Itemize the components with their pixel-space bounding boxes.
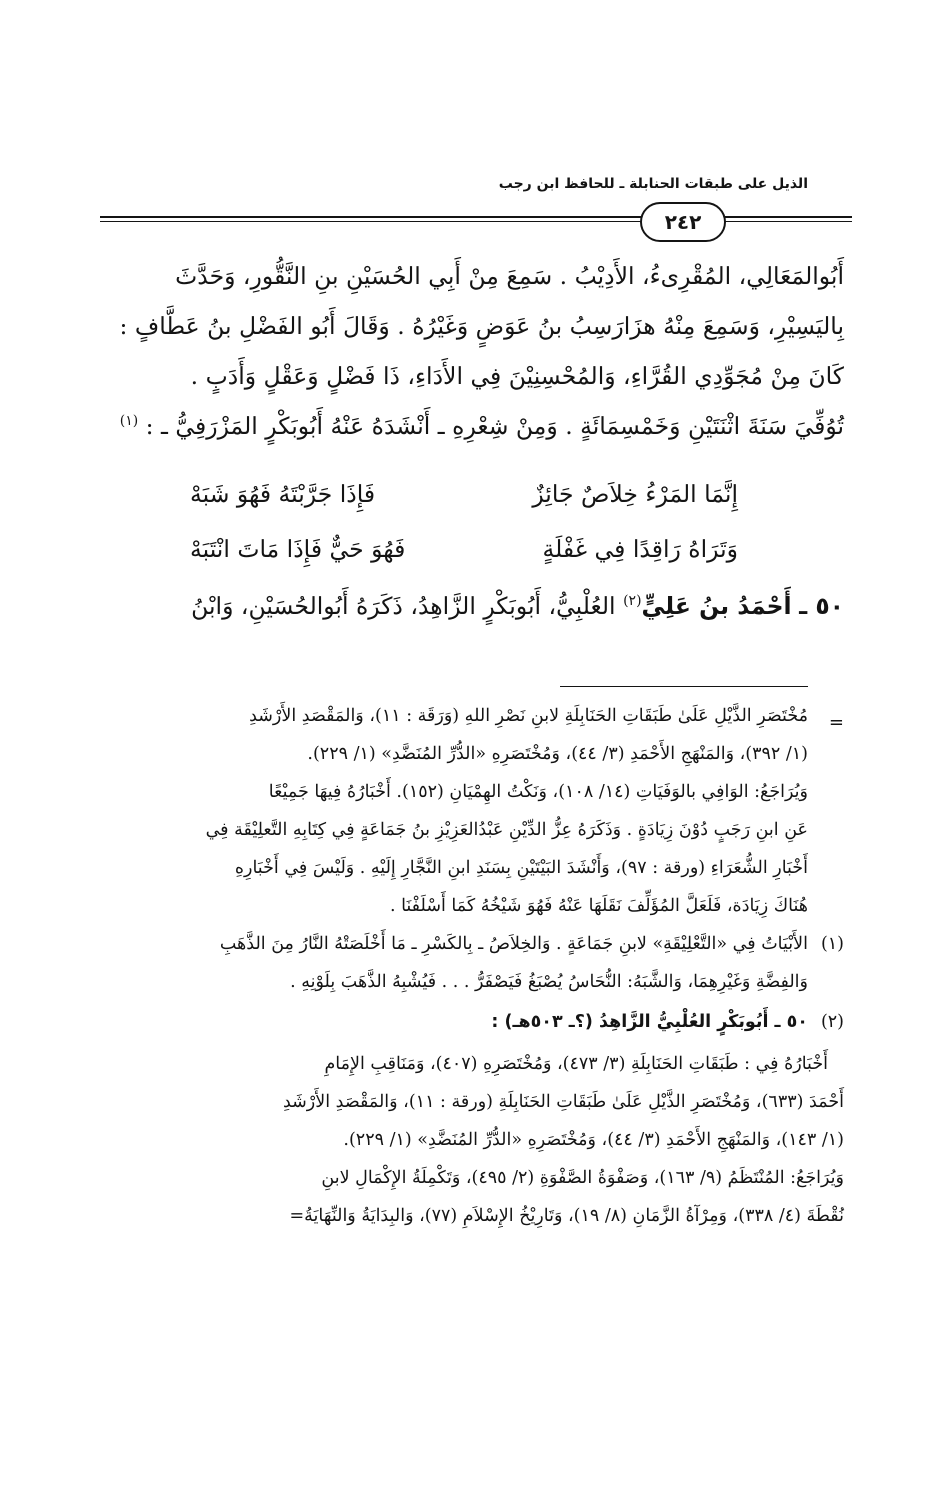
footnote-1-label: (١) [820, 934, 844, 954]
entry-text: العُلْبِيُّ، أَبُوبَكْرٍ الزَّاهِدُ، ذَكَرَهُ أَبُوالحُسَيْنِ، وَابْنُ [191, 592, 616, 620]
footnote-line: عَنِ ابنِ رَجَبٍ دُوْنَ زِيَادَةٍ . وَذَكَرَهُ عِزُّ الدِّيْنِ عَبْدُالعَزِيْزِ بنُ جَمَاعَةٍ فِي كِتَابِهِ التَّعلِيْقَة فِي [205, 820, 808, 840]
body-line: بِاليَسِيْرِ، وَسَمِعَ مِنْهُ هزَارَسِبُ بنُ عَوَضٍ وَغَيْرُهُ . وَقَالَ أَبُو الفَضْلِ بنُ عَطَّافٍ : [119, 312, 844, 340]
footnote-line: وَيُرَاجَعُ: المُنْتَظَمُ (٩/ ١٦٣)، وَصَفْوَةُ الصَّفْوَةِ (٢/ ٤٩٥)، وَتَكْمِلَةُ الإِكْمَالِ لابنِ [321, 1168, 844, 1188]
header-rule-thin [100, 221, 852, 222]
body-line-text: تُوُفِّيَ سَنَةَ اثْنَتَيْنِ وَخَمْسِمَائَةٍ . وَمِنْ شِعْرِهِ ـ أَنْشَدَهُ عَنْهُ أَبُوبَكْرٍ المَزْرَفِيُّ ـ : [145, 412, 844, 440]
header-rule-thick [100, 216, 852, 218]
footnote-separator [560, 686, 808, 687]
verse-hemistich-first: وَتَرَاهُ رَاقِدًا فِي غَفْلَةٍ [542, 535, 738, 563]
body-line [98, 412, 844, 440]
footnote-line: وَيُرَاجَعُ: الوَافِي بالوَفَيَاتِ (١٤/ ١٠٨)، وَنَكْتُ الهِمْيَانِ (١٥٢). أَخْبَارُهُ فِيهَا جَمِيْعًا [268, 782, 808, 802]
footnote-ref: (١) [119, 413, 139, 430]
footnote-line: الأَبْيَاتُ فِي «التَّعْلِيْقَةِ» لابنِ جَمَاعَةٍ . وَالخِلاَصُ ـ بِالكَسْرِ ـ مَا أَخْلَصَتْهُ النَّارُ مِنَ الذَّهَبِ [219, 934, 808, 954]
entry-heading-line [98, 592, 844, 620]
entry-number: ٥٠ ـ [799, 592, 844, 620]
running-title: الذيل على طبقات الحنابلة ـ للحافظ ابن رجب [498, 176, 808, 192]
footnote-ref: (٢) [623, 593, 642, 610]
footnote-line: أَخْبَارِ الشُّعَرَاءِ (ورقة : ٩٧)، وَأَنْشَدَ البَيْتَيْنِ بِسَنَدِ ابنِ النَّجَّارِ إِلَيْهِ . وَلَيْسَ فِي أَخْبَارِهِ [234, 858, 808, 878]
footnote-line: هُنَاكَ زِيَادَة، فَلَعَلَّ المُؤَلِّفَ نَقَلَهَا عَنْهُ فَهُوَ شَيْخُهُ كَمَا أَسْلَفْنَا . [389, 896, 808, 916]
footnote-line: نُقْطَةَ (٤/ ٣٣٨)، وَمِرْآةُ الزَّمَانِ (٨/ ١٩)، وَتَارِيْخُ الإِسْلاَمِ (٧٧)، وَالبِدَايَةُ وَالنِّهَايَةُ= [289, 1206, 844, 1226]
footnote-heading: ٥٠ ـ أَبُوبَكْرٍ العُلْبِيُّ الزَّاهِدُ (؟ـ ٥٠٣هـ) : [491, 1012, 808, 1032]
footnote-line: مُخْتَصَرِ الذَّيْلِ عَلَىٰ طَبَقَاتِ الحَنَابِلَةِ لابنِ نَصْرِ اللهِ (وَرَقَة : ١١)، وَالمَقْصَدِ الأَرْشَدِ [249, 706, 808, 726]
verse-hemistich-second: فَإِذَا جَرَّبْتَهُ فَهُوَ شَبَهْ [190, 480, 376, 508]
footnote-line: (١/ ٣٩٢)، وَالمَنْهَجِ الأَحْمَدِ (٣/ ٤٤)، وَمُخْتَصَرِهِ «الدُّرِّ المُنَضَّدِ» (١/ ٢٢٩). [307, 744, 808, 764]
body-line: أَبُوالمَعَالِي، المُقْرِىءُ، الأَدِيْبُ . سَمِعَ مِنْ أَبِي الحُسَيْنِ بنِ النَّقُّورِ، وَحَدَّثَ [175, 262, 844, 290]
continuation-mark: = [828, 712, 844, 733]
verse-hemistich-second: فَهُوَ حَيٌّ فَإِذَا مَاتَ انْتَبَهْ [190, 535, 406, 563]
footnote-line: وَالفِضَّةِ وَغَيْرِهِمَا، وَالشَّبَهُ: النُّحَاسُ يُصْبَغُ فَيَصْفَرُّ . . . فَيُشْبِهُ الذَّهَبَ بِلَوْنِهِ . [290, 972, 808, 992]
body-line: كَانَ مِنْ مُجَوِّدِي القُرَّاءِ، وَالمُحْسِنِيْنَ فِي الأَدَاءِ، ذَا فَضْلٍ وَعَقْلٍ وَأَدَبٍ . [190, 362, 844, 390]
footnote-line: (١/ ١٤٣)، وَالمَنْهَجِ الأَحْمَدِ (٣/ ٤٤)، وَمُخْتَصَرِهِ «الدُّرِّ المُنَضَّدِ» (١/ ٢٢٩). [343, 1130, 844, 1150]
entry-name: أَحْمَدُ بنُ عَلِيٍّ [641, 592, 792, 620]
verse-hemistich-first: إِنَّمَا المَرْءُ خِلاَصٌ جَائِزٌ [532, 480, 738, 508]
footnote-line: أَحْمَدَ (٦٣٣)، وَمُخْتَصَرِ الذَّيْلِ عَلَىٰ طَبَقَاتِ الحَنَابِلَةِ (ورقة : ١١)، وَالمَقْصَدِ الأَرْشَدِ [282, 1092, 844, 1112]
footnote-line: أَخْبَارُهُ فِي : طَبَقَاتِ الحَنَابِلَةِ (٣/ ٤٧٣)، وَمُخْتَصَرِهِ (٤٠٧)، وَمَنَاقِبِ الإِمَامِ [324, 1054, 828, 1074]
footnote-2-label: (٢) [820, 1012, 844, 1032]
page-number: ٢٤٢ [640, 202, 726, 242]
